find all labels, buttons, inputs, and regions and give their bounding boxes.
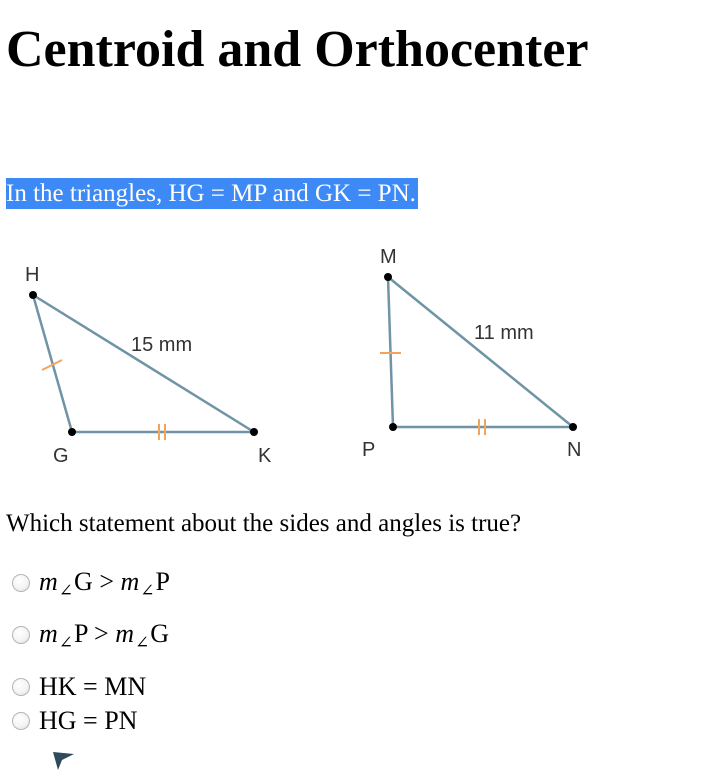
radio-button[interactable]	[12, 574, 30, 592]
vertex-k	[250, 428, 258, 436]
radio-button[interactable]	[12, 626, 30, 644]
vertex-p	[389, 423, 397, 431]
option-label: HG = PN	[39, 706, 138, 735]
angle-symbol: ∠	[58, 580, 74, 600]
page-title: Centroid and Orthocenter	[6, 21, 589, 78]
option-label: $m_\angle P > m_\angle G$	[39, 618, 170, 652]
vertex-n	[569, 423, 577, 431]
answer-option-4[interactable]	[12, 704, 137, 738]
label-g: G	[53, 445, 69, 467]
mouse-cursor-icon	[52, 750, 76, 771]
angle-symbol: ∠	[134, 632, 150, 652]
radio-button[interactable]	[12, 712, 30, 730]
label-n: N	[567, 439, 582, 461]
side-mn	[388, 277, 573, 427]
triangles-figure	[0, 230, 711, 480]
option-label: $m_\angle G > m_\angle P$	[39, 566, 170, 600]
vertex-m	[384, 273, 392, 281]
vertex-h	[29, 291, 37, 299]
angle-symbol: ∠	[58, 632, 74, 652]
radio-button[interactable]	[12, 678, 30, 696]
answer-option-1[interactable]	[12, 566, 170, 600]
label-h: H	[25, 264, 40, 286]
vertex-g	[68, 428, 76, 436]
answer-option-2[interactable]	[12, 618, 169, 652]
angle-symbol: ∠	[140, 580, 155, 600]
label-k: K	[258, 445, 272, 467]
triangle-hgk	[25, 264, 272, 467]
side-length-label-hk: 15 mm	[131, 334, 193, 356]
question-text: Which statement about the sides and angles is true?	[6, 510, 522, 537]
side-length-label-mn: 11 mm	[474, 322, 534, 344]
triangle-mpn	[362, 246, 581, 461]
label-m: M	[380, 246, 397, 268]
answer-option-3[interactable]	[12, 670, 146, 704]
label-p: P	[362, 439, 376, 461]
option-label: HK = MN	[39, 672, 147, 701]
problem-statement: In the triangles, HG = MP and GK = PN.	[6, 180, 416, 207]
